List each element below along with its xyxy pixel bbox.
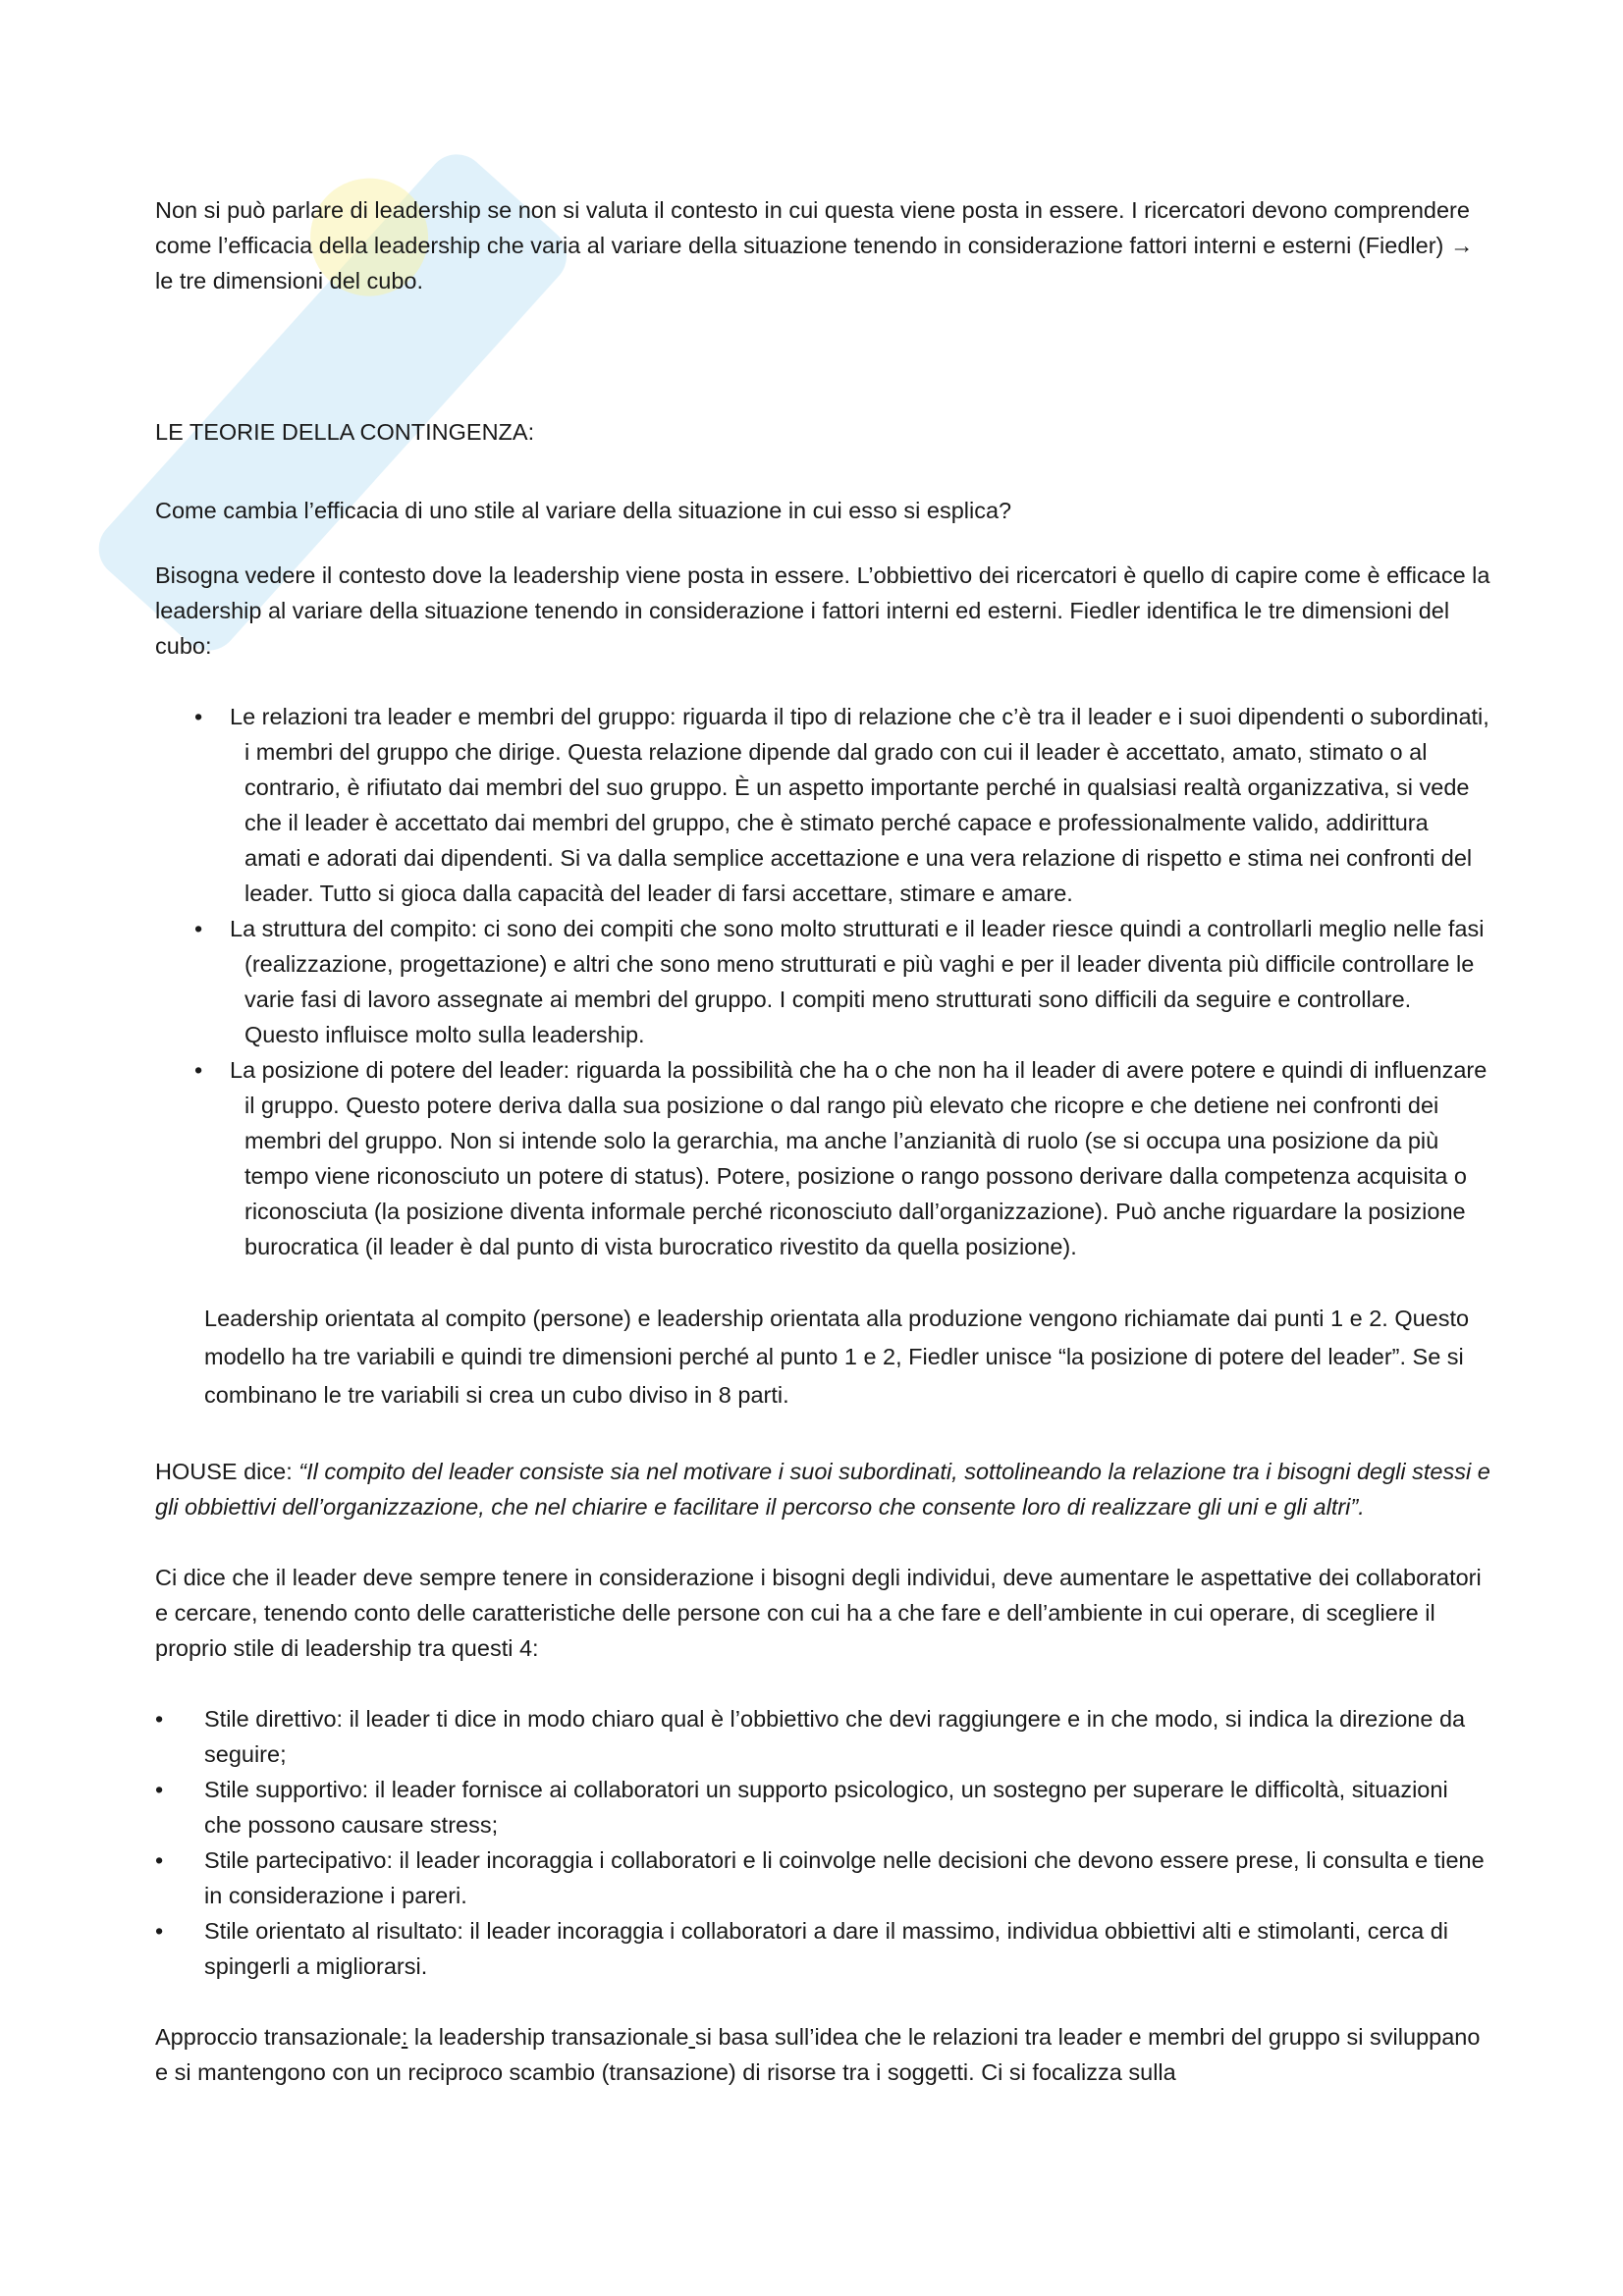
leadership-styles-list <box>155 1701 1490 1984</box>
list-item: • La struttura del compito: ci sono dei compiti che sono molto strutturati e il leader riesce quindi a controllarli meglio nelle fasi (realizzazione, progettazione) e altri che sono meno strutturati e più vaghi e per il leader diventa più difficile controllare le varie fasi di lavoro assegnate ai membri del gruppo. I compiti meno strutturati sono difficili da seguire e controllare. Questo influisce molto sulla leadership. <box>194 911 1490 1052</box>
bullet-icon: • <box>155 1847 164 1873</box>
list-item: • Le relazioni tra leader e membri del gruppo: riguarda il tipo di relazione che c’è tra il leader e i suoi dipendenti o subordinati, i membri del gruppo che dirige. Questa relazione dipende dal grado con cui il leader è accettato, amato, stimato o al contrario, è rifiutato dai membri del suo gruppo. È un aspetto importante perché in qualsiasi realtà organizzativa, si vede che il leader è accettato dai membri del gruppo, che è stimato perché capace e professionalmente valido, addirittura amati e adorati dai dipendenti. Si va dalla semplice accettazione e una vera relazione di rispetto e stima nei confronti del leader. Tutto si gioca dalla capacità del leader di farsi accettare, stimare e amare. <box>194 699 1490 911</box>
question-paragraph: Come cambia l’efficacia di uno stile al variare della situazione in cui esso si esplica? <box>155 498 1012 523</box>
list-item: • Stile direttivo: il leader ti dice in modo chiaro qual è l’obbiettivo che devi raggiungere e in che modo, si indica la direzione da seguire; <box>155 1701 1490 1772</box>
list-item: • Stile partecipativo: il leader incoraggia i collaboratori e li coinvolge nelle decisioni che devono essere prese, li consulta e tiene in considerazione i pareri. <box>155 1842 1490 1913</box>
bullet-icon: • <box>194 916 203 941</box>
intro-paragraph: Non si può parlare di leadership se non si valuta il contesto in cui questa viene posta in essere. I ricercatori devono comprendere come l’efficacia della leadership che varia al variare della situazione tenendo in considerazione fattori interni e esterni (Fiedler) → le tre dimensioni del cubo. <box>155 197 1474 294</box>
house-quote-paragraph: HOUSE dice: “Il compito del leader consiste sia nel motivare i suoi subordinati, sottolineando la relazione tra i bisogni degli stessi e gli obbiettivi dell’organizzazione, che nel chiarire e facilitare il percorso che consente loro di realizzare gli uni e gli altri”. <box>155 1459 1490 1520</box>
transactional-paragraph: Approccio transazionale: la leadership transazionale si basa sull’idea che le relazioni tra leader e membri del gruppo si sviluppano e si mantengono con un reciproco scambio (transazione) di risorse tra i soggetti. Ci si focalizza sulla <box>155 2024 1481 2085</box>
bullet-icon: • <box>155 1706 164 1732</box>
house-quote: “Il compito del leader consiste sia nel motivare i suoi subordinati, sottolineando la relazione tra i bisogni degli stessi e gli obbiettivi dell’organizzazione, che nel chiarire e facilitare il percorso che consente loro di realizzare gli uni e gli altri”. <box>155 1459 1490 1520</box>
section-heading: LE TEORIE DELLA CONTINGENZA: <box>155 419 535 445</box>
document-body <box>155 192 1490 2090</box>
fiedler-paragraph: Bisogna vedere il contesto dove la leadership viene posta in essere. L’obbiettivo dei ricercatori è quello di capire come è efficace la leadership al variare della situazione tenendo in considerazione i fattori interni ed esterni. Fiedler identifica le tre dimensioni del cubo: <box>155 562 1490 659</box>
bullet-icon: • <box>155 1918 164 1944</box>
cube-dimensions-list <box>155 699 1490 1264</box>
leadership-model-paragraph: Leadership orientata al compito (persone) e leadership orientata alla produzione vengono richiamate dai punti 1 e 2. Questo modello ha tre variabili e quindi tre dimensioni perché al punto 1 e 2, Fiedler unisce “la posizione di potere del leader”. Se si combinano le tre variabili si crea un cubo diviso in 8 parti. <box>204 1306 1470 1408</box>
leader-needs-paragraph: Ci dice che il leader deve sempre tenere in considerazione i bisogni degli individui, deve aumentare le aspettative dei collaboratori e cercare, tenendo conto delle caratteristiche delle persone con cui ha a che fare e dell’ambiente in cui operare, di scegliere il proprio stile di leadership tra questi 4: <box>155 1565 1482 1661</box>
list-item: • Stile orientato al risultato: il leader incoraggia i collaboratori a dare il massimo, individua obbiettivi alti e stimolanti, cerca di spingerli a migliorarsi. <box>155 1913 1490 1984</box>
list-item: • Stile supportivo: il leader fornisce ai collaboratori un supporto psicologico, un sostegno per superare le difficoltà, situazioni che possono causare stress; <box>155 1772 1490 1842</box>
list-item: • La posizione di potere del leader: riguarda la possibilità che ha o che non ha il leader di avere potere e quindi di influenzare il gruppo. Questo potere deriva dalla sua posizione o dal rango più elevato che ricopre e che detiene nei confronti dei membri del gruppo. Non si intende solo la gerarchia, ma anche l’anzianità di ruolo (se si occupa una posizione da più tempo viene riconosciuto un potere di status). Potere, posizione o rango possono derivare dalla competenza acquisita o riconosciuta (la posizione diventa informale perché riconosciuto dall’organizzazione). Può anche riguardare la posizione burocratica (il leader è dal punto di vista burocratico rivestito da quella posizione). <box>194 1052 1490 1264</box>
bullet-icon: • <box>155 1777 164 1802</box>
bullet-icon: • <box>194 704 203 729</box>
bullet-icon: • <box>194 1057 203 1083</box>
